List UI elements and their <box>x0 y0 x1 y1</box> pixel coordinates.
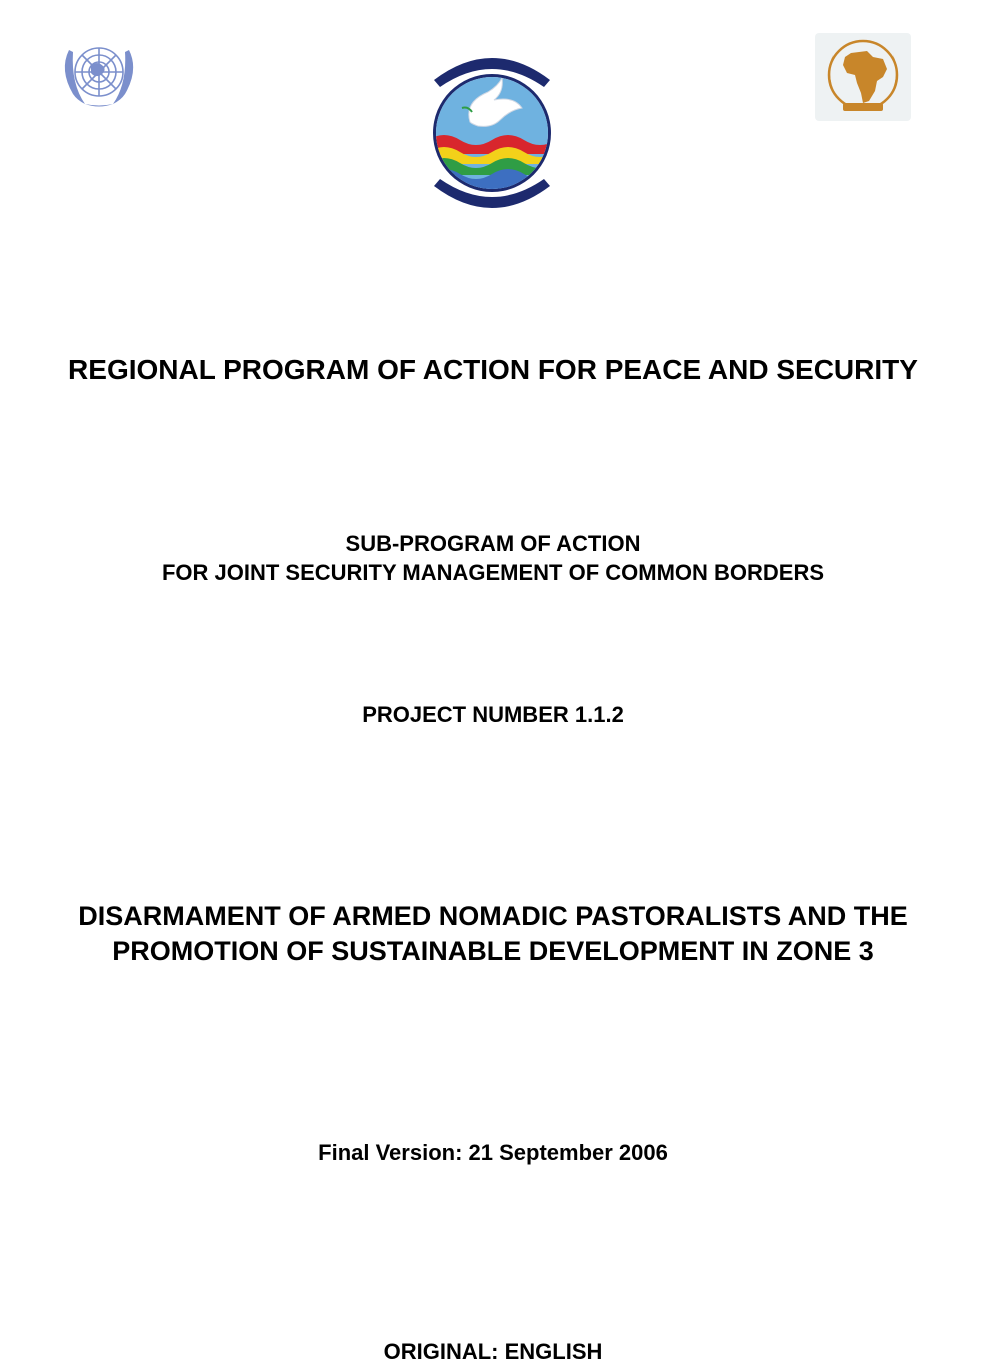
project-title-line-1: DISARMAMENT OF ARMED NOMADIC PASTORALISTS AND THE <box>78 901 908 931</box>
african-union-emblem-icon <box>815 33 911 121</box>
sub-program-title <box>0 529 986 587</box>
final-version-date: Final Version: 21 September 2006 <box>318 1140 668 1165</box>
main-title: REGIONAL PROGRAM OF ACTION FOR PEACE AND SECURITY <box>68 354 918 385</box>
sub-program-line-1: SUB-PROGRAM OF ACTION <box>345 531 641 556</box>
original-language: ORIGINAL: ENGLISH <box>383 1339 603 1364</box>
project-title-line-2: PROMOTION OF SUSTAINABLE DEVELOPMENT IN ZONE 3 <box>112 936 874 966</box>
project-number: PROJECT NUMBER 1.1.2 <box>362 702 624 727</box>
un-emblem-icon <box>55 38 143 110</box>
sub-program-line-2: FOR JOINT SECURITY MANAGEMENT OF COMMON BORDERS <box>161 560 825 585</box>
icglr-dove-emblem-icon <box>418 44 566 220</box>
project-title <box>0 899 986 969</box>
